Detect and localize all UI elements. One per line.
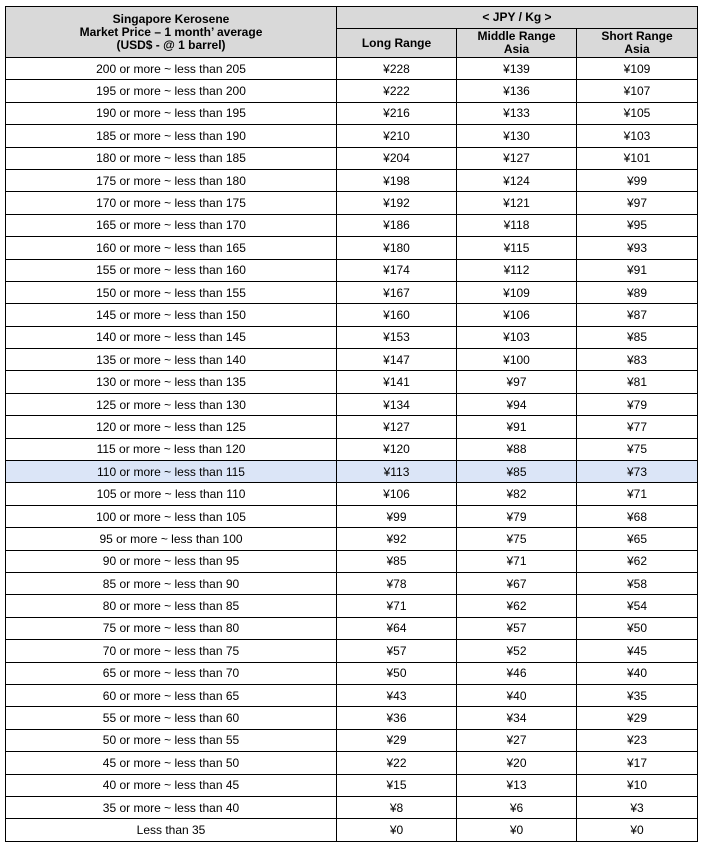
short-range-cell: ¥109 <box>577 58 698 80</box>
middle-range-cell: ¥130 <box>457 125 577 147</box>
long-range-cell: ¥0 <box>337 819 457 841</box>
short-range-cell: ¥87 <box>577 304 698 326</box>
range-cell: 165 or more ~ less than 170 <box>6 214 337 236</box>
long-range-cell: ¥78 <box>337 572 457 594</box>
range-cell: 85 or more ~ less than 90 <box>6 572 337 594</box>
long-range-cell: ¥186 <box>337 214 457 236</box>
table-row <box>6 326 698 348</box>
range-cell: 35 or more ~ less than 40 <box>6 796 337 818</box>
middle-range-cell: ¥13 <box>457 774 577 796</box>
long-range-cell: ¥71 <box>337 595 457 617</box>
long-range-cell: ¥216 <box>337 102 457 124</box>
table-row <box>6 819 698 841</box>
range-cell: 175 or more ~ less than 180 <box>6 169 337 191</box>
short-range-cell: ¥23 <box>577 729 698 751</box>
short-range-cell: ¥35 <box>577 684 698 706</box>
middle-range-cell: ¥118 <box>457 214 577 236</box>
middle-range-cell: ¥127 <box>457 147 577 169</box>
table-body <box>6 58 698 842</box>
range-cell: 115 or more ~ less than 120 <box>6 438 337 460</box>
range-cell: 155 or more ~ less than 160 <box>6 259 337 281</box>
middle-range-cell: ¥27 <box>457 729 577 751</box>
short-range-cell: ¥65 <box>577 528 698 550</box>
middle-range-cell: ¥124 <box>457 169 577 191</box>
table-row <box>6 774 698 796</box>
long-range-cell: ¥153 <box>337 326 457 348</box>
middle-range-cell: ¥34 <box>457 707 577 729</box>
table-row <box>6 684 698 706</box>
range-cell: 190 or more ~ less than 195 <box>6 102 337 124</box>
middle-range-cell: ¥115 <box>457 237 577 259</box>
middle-range-cell: ¥136 <box>457 80 577 102</box>
short-range-cell: ¥17 <box>577 752 698 774</box>
range-cell: 150 or more ~ less than 155 <box>6 281 337 303</box>
table-row <box>6 125 698 147</box>
column-header-long-range <box>337 29 457 58</box>
long-range-cell: ¥57 <box>337 640 457 662</box>
long-range-cell: ¥198 <box>337 169 457 191</box>
range-cell: 105 or more ~ less than 110 <box>6 483 337 505</box>
long-range-cell: ¥134 <box>337 393 457 415</box>
short-range-cell: ¥93 <box>577 237 698 259</box>
long-range-cell: ¥99 <box>337 505 457 527</box>
long-range-cell: ¥22 <box>337 752 457 774</box>
table-row <box>6 304 698 326</box>
middle-range-cell: ¥79 <box>457 505 577 527</box>
long-range-cell: ¥141 <box>337 371 457 393</box>
table-row <box>6 662 698 684</box>
range-cell: 145 or more ~ less than 150 <box>6 304 337 326</box>
long-range-cell: ¥36 <box>337 707 457 729</box>
middle-range-cell: ¥0 <box>457 819 577 841</box>
range-cell: 185 or more ~ less than 190 <box>6 125 337 147</box>
table-row <box>6 58 698 80</box>
column-header-short-range <box>577 29 698 58</box>
middle-range-cell: ¥75 <box>457 528 577 550</box>
long-range-cell: ¥64 <box>337 617 457 639</box>
price-table-container <box>5 6 698 842</box>
table-row <box>6 192 698 214</box>
range-cell: 80 or more ~ less than 85 <box>6 595 337 617</box>
middle-range-cell: ¥91 <box>457 416 577 438</box>
middle-range-cell: ¥112 <box>457 259 577 281</box>
range-column-header <box>6 7 337 58</box>
range-cell: 160 or more ~ less than 165 <box>6 237 337 259</box>
short-range-cell: ¥68 <box>577 505 698 527</box>
range-cell: 75 or more ~ less than 80 <box>6 617 337 639</box>
middle-range-cell: ¥103 <box>457 326 577 348</box>
middle-range-cell: ¥88 <box>457 438 577 460</box>
short-range-cell: ¥107 <box>577 80 698 102</box>
range-cell: 125 or more ~ less than 130 <box>6 393 337 415</box>
short-range-cell: ¥0 <box>577 819 698 841</box>
table-row <box>6 416 698 438</box>
long-range-cell: ¥50 <box>337 662 457 684</box>
middle-range-cell: ¥106 <box>457 304 577 326</box>
middle-range-cell: ¥57 <box>457 617 577 639</box>
long-range-cell: ¥15 <box>337 774 457 796</box>
short-range-cell: ¥85 <box>577 326 698 348</box>
long-range-cell: ¥113 <box>337 461 457 483</box>
range-header-line-3: (USD$ - @ 1 barrel) <box>116 37 226 52</box>
short-range-cell: ¥58 <box>577 572 698 594</box>
middle-range-cell: ¥40 <box>457 684 577 706</box>
long-range-cell: ¥167 <box>337 281 457 303</box>
middle-range-cell: ¥100 <box>457 349 577 371</box>
middle-range-cell: ¥20 <box>457 752 577 774</box>
long-range-cell: ¥228 <box>337 58 457 80</box>
range-cell: 130 or more ~ less than 135 <box>6 371 337 393</box>
middle-range-cell: ¥121 <box>457 192 577 214</box>
table-row <box>6 281 698 303</box>
middle-range-cell: ¥133 <box>457 102 577 124</box>
long-range-cell: ¥92 <box>337 528 457 550</box>
short-range-cell: ¥81 <box>577 371 698 393</box>
short-range-cell: ¥101 <box>577 147 698 169</box>
table-row <box>6 349 698 371</box>
short-range-cell: ¥95 <box>577 214 698 236</box>
table-row <box>6 528 698 550</box>
table-row <box>6 550 698 572</box>
table-row <box>6 147 698 169</box>
table-row <box>6 505 698 527</box>
middle-range-cell: ¥109 <box>457 281 577 303</box>
long-range-cell: ¥43 <box>337 684 457 706</box>
short-range-cell: ¥40 <box>577 662 698 684</box>
middle-range-cell: ¥62 <box>457 595 577 617</box>
table-row <box>6 572 698 594</box>
long-range-cell: ¥174 <box>337 259 457 281</box>
short-range-cell: ¥99 <box>577 169 698 191</box>
table-row <box>6 169 698 191</box>
table-row <box>6 371 698 393</box>
table-row <box>6 237 698 259</box>
table-row <box>6 461 698 483</box>
range-cell: Less than 35 <box>6 819 337 841</box>
kerosene-price-table <box>5 6 698 842</box>
short-range-cell: ¥83 <box>577 349 698 371</box>
middle-range-cell: ¥94 <box>457 393 577 415</box>
short-range-cell: ¥50 <box>577 617 698 639</box>
long-range-cell: ¥222 <box>337 80 457 102</box>
table-row <box>6 617 698 639</box>
long-range-cell: ¥180 <box>337 237 457 259</box>
long-range-cell: ¥192 <box>337 192 457 214</box>
table-row <box>6 393 698 415</box>
short-range-cell: ¥73 <box>577 461 698 483</box>
range-cell: 70 or more ~ less than 75 <box>6 640 337 662</box>
range-cell: 55 or more ~ less than 60 <box>6 707 337 729</box>
column-header-middle-range <box>457 29 577 58</box>
range-cell: 200 or more ~ less than 205 <box>6 58 337 80</box>
range-cell: 90 or more ~ less than 95 <box>6 550 337 572</box>
short-range-cell: ¥10 <box>577 774 698 796</box>
range-cell: 135 or more ~ less than 140 <box>6 349 337 371</box>
table-row <box>6 214 698 236</box>
long-range-cell: ¥106 <box>337 483 457 505</box>
middle-range-cell: ¥85 <box>457 461 577 483</box>
table-row <box>6 102 698 124</box>
range-cell: 180 or more ~ less than 185 <box>6 147 337 169</box>
short-range-cell: ¥62 <box>577 550 698 572</box>
short-range-cell: ¥89 <box>577 281 698 303</box>
table-row <box>6 752 698 774</box>
range-cell: 140 or more ~ less than 145 <box>6 326 337 348</box>
short-range-cell: ¥75 <box>577 438 698 460</box>
short-range-cell: ¥45 <box>577 640 698 662</box>
table-row <box>6 595 698 617</box>
range-cell: 110 or more ~ less than 115 <box>6 461 337 483</box>
range-cell: 95 or more ~ less than 100 <box>6 528 337 550</box>
table-header <box>6 7 698 58</box>
long-range-cell: ¥210 <box>337 125 457 147</box>
range-cell: 100 or more ~ less than 105 <box>6 505 337 527</box>
table-row <box>6 796 698 818</box>
long-range-cell: ¥160 <box>337 304 457 326</box>
short-range-cell: ¥71 <box>577 483 698 505</box>
table-row <box>6 438 698 460</box>
column-header-long-range-label: Long Range <box>361 35 432 50</box>
range-cell: 40 or more ~ less than 45 <box>6 774 337 796</box>
long-range-cell: ¥127 <box>337 416 457 438</box>
table-row <box>6 483 698 505</box>
short-range-cell: ¥97 <box>577 192 698 214</box>
range-cell: 65 or more ~ less than 70 <box>6 662 337 684</box>
table-row <box>6 80 698 102</box>
column-header-middle-range-label: Middle Range Asia <box>477 29 556 56</box>
long-range-cell: ¥8 <box>337 796 457 818</box>
middle-range-cell: ¥67 <box>457 572 577 594</box>
middle-range-cell: ¥6 <box>457 796 577 818</box>
unit-header: < JPY / Kg > <box>337 7 698 29</box>
long-range-cell: ¥29 <box>337 729 457 751</box>
range-cell: 60 or more ~ less than 65 <box>6 684 337 706</box>
middle-range-cell: ¥71 <box>457 550 577 572</box>
middle-range-cell: ¥97 <box>457 371 577 393</box>
short-range-cell: ¥79 <box>577 393 698 415</box>
short-range-cell: ¥77 <box>577 416 698 438</box>
middle-range-cell: ¥139 <box>457 58 577 80</box>
middle-range-cell: ¥52 <box>457 640 577 662</box>
table-row <box>6 707 698 729</box>
range-cell: 195 or more ~ less than 200 <box>6 80 337 102</box>
range-cell: 120 or more ~ less than 125 <box>6 416 337 438</box>
long-range-cell: ¥120 <box>337 438 457 460</box>
range-cell: 45 or more ~ less than 50 <box>6 752 337 774</box>
short-range-cell: ¥3 <box>577 796 698 818</box>
short-range-cell: ¥54 <box>577 595 698 617</box>
middle-range-cell: ¥82 <box>457 483 577 505</box>
long-range-cell: ¥85 <box>337 550 457 572</box>
table-row <box>6 259 698 281</box>
long-range-cell: ¥147 <box>337 349 457 371</box>
range-cell: 50 or more ~ less than 55 <box>6 729 337 751</box>
column-header-short-range-label: Short Range Asia <box>601 29 673 56</box>
short-range-cell: ¥105 <box>577 102 698 124</box>
range-cell: 170 or more ~ less than 175 <box>6 192 337 214</box>
short-range-cell: ¥91 <box>577 259 698 281</box>
table-row <box>6 640 698 662</box>
short-range-cell: ¥29 <box>577 707 698 729</box>
middle-range-cell: ¥46 <box>457 662 577 684</box>
table-row <box>6 729 698 751</box>
range-header-line-2: Market Price – 1 month’ average <box>79 24 263 39</box>
short-range-cell: ¥103 <box>577 125 698 147</box>
long-range-cell: ¥204 <box>337 147 457 169</box>
range-header-line-1: Singapore Kerosene <box>112 11 230 26</box>
